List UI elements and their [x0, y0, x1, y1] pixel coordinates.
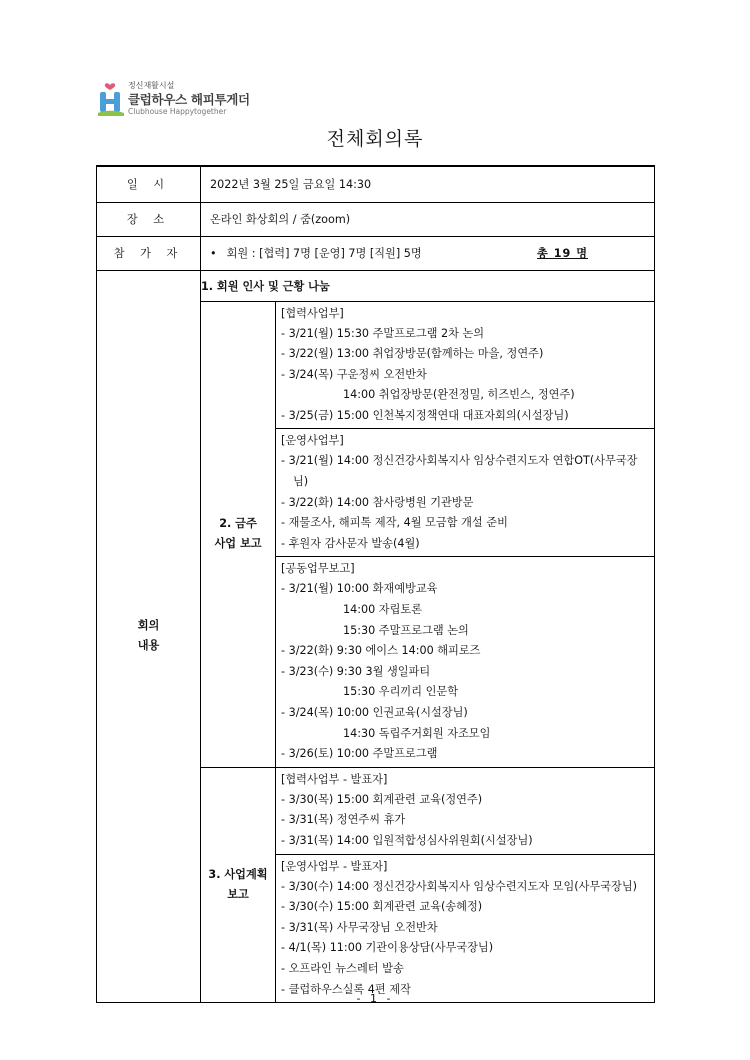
list-item: - 오프라인 뉴스레터 발송 — [281, 961, 404, 975]
list-item: - 3/24(목) 구운정씨 오전반차 — [281, 367, 427, 381]
list-item: - 3/22(화) 14:00 참사랑병원 기관방문 — [281, 495, 474, 509]
date-label: 일 시 — [97, 166, 201, 202]
list-item: - 후원자 감사문자 발송(4월) — [281, 536, 420, 550]
list-item: - 3/23(수) 9:30 3월 생일파티 — [281, 664, 431, 678]
content-label-line: 회의 — [137, 619, 160, 633]
section-3-label-line: 보고 — [227, 887, 249, 901]
list-item: - 3/22(화) 9:30 에이스 14:00 해피로즈 — [281, 644, 481, 658]
place-value: 온라인 화상회의 / 줌(zoom) — [201, 202, 655, 236]
section-1-title: 1. 회원 인사 및 근황 나눔 — [201, 270, 655, 301]
list-item: 15:30 주말프로그램 논의 — [343, 623, 469, 637]
coop-report-box — [276, 302, 654, 430]
ops-plan-box — [276, 855, 654, 1003]
attendees-cell — [201, 236, 655, 270]
ops-report-box — [276, 429, 654, 557]
logo-small-text: 정신재활시설 — [128, 81, 175, 90]
list-item: 14:00 취업장방문(완전정밀, 히즈빈스, 정연주) — [343, 388, 575, 402]
minutes-table — [96, 165, 655, 1003]
section-3-label — [201, 767, 276, 1002]
logo — [98, 80, 258, 120]
list-item: 14:30 독립주거회원 자조모임 — [343, 726, 491, 740]
list-item: 14:00 자립토론 — [343, 603, 423, 617]
section-2-content — [276, 301, 655, 767]
coop-plan-box — [276, 768, 654, 855]
list-item: - 4/1(목) 11:00 기관이용상담(사무국장님) — [281, 941, 494, 955]
content-label — [97, 270, 201, 1003]
list-item: - 3/30(수) 15:00 회계관련 교육(송혜정) — [281, 900, 483, 914]
page-number: - 1 - — [356, 992, 394, 1005]
common-report-box — [276, 557, 654, 766]
section-2-label — [201, 301, 276, 767]
list-item: - 3/31(목) 14:00 입원적합성심사위원회(시설장님) — [281, 833, 533, 847]
bullet-icon: • — [210, 247, 217, 260]
page-title: 전체회의록 — [326, 128, 424, 150]
list-item: - 클럽하우스실록 4편 제작 — [281, 982, 411, 996]
list-item: - 3/21(월) 15:30 주말프로그램 2차 논의 — [281, 326, 485, 340]
list-item: - 3/30(수) 14:00 정신건강사회복지사 임상수련지도자 모임(사무국장님) — [281, 879, 638, 893]
list-item: - 재물조사, 해피톡 제작, 4월 모금함 개설 준비 — [281, 516, 508, 530]
section-3-content — [276, 767, 655, 1002]
list-item: 15:30 우리끼리 인문학 — [343, 685, 459, 699]
list-item: - 3/31(목) 사무국장님 오전반차 — [281, 920, 438, 934]
coop-plan-header: [협력사업부 - 발표자] — [281, 772, 388, 786]
date-value: 2022년 3월 25일 금요일 14:30 — [201, 166, 655, 202]
attendees-value: 회원 : [협력] 7명 [운영] 7명 [직원] 5명 — [226, 247, 422, 260]
list-item: - 3/30(목) 15:00 회계관련 교육(정연주) — [281, 792, 483, 806]
ops-plan-header: [운영사업부 - 발표자] — [281, 859, 388, 873]
logo-main-text: 클럽하우스 해피투게더 — [128, 92, 250, 107]
logo-sub-text: Clubhouse Happytogether — [128, 107, 227, 116]
list-item: - 3/25(금) 15:00 인천복지정책연대 대표자회의(시설장님) — [281, 408, 569, 422]
ops-header: [운영사업부] — [281, 434, 344, 448]
section-2-label-line: 사업 보고 — [214, 537, 262, 551]
list-item: - 3/31(목) 정연주씨 휴가 — [281, 813, 406, 827]
list-item: - 3/22(월) 13:00 취업장방문(함께하는 마을, 정연주) — [281, 347, 544, 361]
list-item: - 3/24(목) 10:00 인권교육(시설장님) — [281, 706, 468, 719]
attendees-total: 총 19 명 — [537, 247, 589, 260]
common-header: [공동업무보고] — [281, 562, 355, 576]
list-item: - 3/21(월) 10:00 화재예방교육 — [281, 582, 438, 596]
section-3-label-line: 3. 사업계획 — [208, 867, 268, 881]
place-label: 장 소 — [97, 202, 201, 236]
attendees-label: 참 가 자 — [97, 236, 201, 270]
list-item: - 3/21(월) 14:00 정신건강사회복지사 임상수련지도자 연합OT(사무국장님) — [281, 454, 638, 489]
coop-header: [협력사업부] — [281, 306, 344, 320]
content-label-line: 내용 — [137, 639, 160, 653]
list-item: - 3/26(토) 10:00 주말프로그램 — [281, 747, 438, 761]
clubhouse-logo-icon — [98, 82, 124, 116]
section-2-label-line: 2. 금주 — [219, 517, 257, 531]
